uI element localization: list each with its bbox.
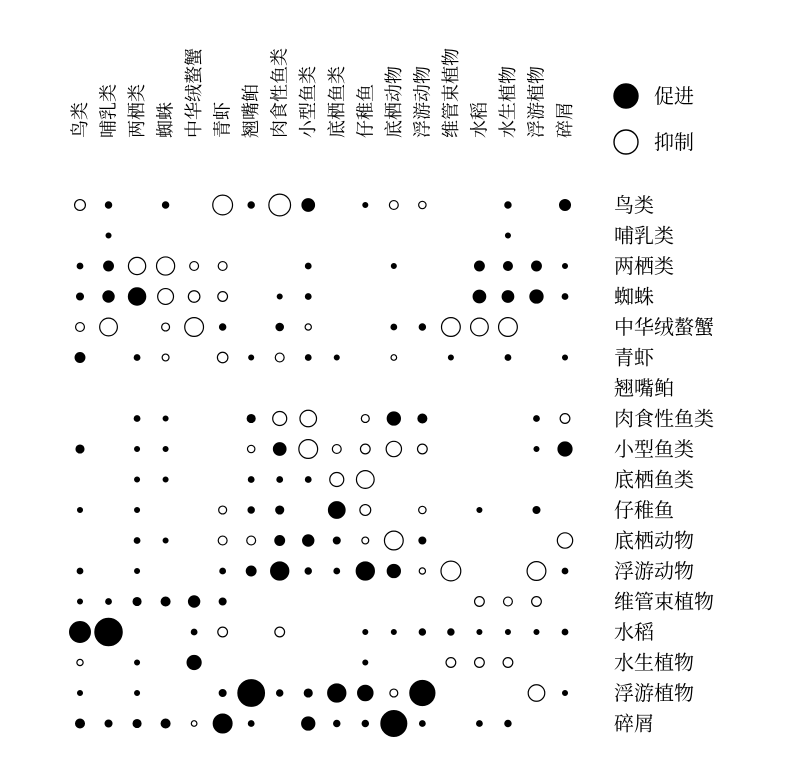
inhibit-bubble	[528, 685, 545, 702]
inhibit-bubble	[330, 473, 344, 487]
promote-bubble	[134, 416, 140, 422]
promote-bubble	[189, 596, 200, 607]
inhibit-bubble	[418, 444, 428, 454]
promote-bubble	[534, 447, 539, 452]
inhibit-bubble	[275, 353, 284, 362]
promote-bubble	[76, 719, 85, 728]
inhibit-bubble	[219, 506, 227, 514]
row-label: 青虾	[614, 345, 654, 370]
promote-bubble	[381, 711, 407, 737]
row-label: 底栖动物	[614, 528, 694, 553]
inhibit-bubble	[305, 324, 311, 330]
inhibit-bubble	[389, 201, 398, 210]
promote-bubble	[77, 293, 84, 300]
inhibit-bubble	[475, 658, 485, 668]
inhibit-bubble	[360, 444, 370, 454]
inhibit-bubble	[218, 536, 227, 545]
promote-bubble	[562, 568, 568, 574]
inhibit-bubble	[76, 323, 85, 332]
inhibit-bubble	[77, 659, 83, 665]
inhibit-bubble	[300, 410, 317, 427]
promote-bubble	[128, 288, 145, 305]
promote-bubble	[75, 353, 85, 363]
promote-bubble	[305, 355, 311, 361]
promote-bubble	[504, 262, 513, 271]
promote-bubble	[391, 324, 397, 330]
promote-bubble	[410, 680, 435, 705]
inhibit-bubble	[356, 471, 374, 489]
inhibit-bubble	[218, 262, 227, 271]
row-label: 浮游植物	[614, 681, 694, 705]
promote-bubble	[135, 477, 140, 482]
inhibit-bubble	[75, 200, 86, 211]
row-label: 两栖类	[614, 254, 674, 278]
promote-bubble	[104, 261, 114, 271]
promote-bubble	[334, 568, 340, 574]
promote-bubble	[191, 629, 197, 635]
inhibit-bubble	[390, 689, 398, 697]
inhibit-bubble	[185, 318, 204, 337]
promote-bubble	[560, 200, 571, 211]
promote-bubble	[106, 599, 112, 605]
inhibit-bubble	[273, 412, 287, 426]
inhibit-bubble	[217, 352, 227, 362]
promote-bubble	[534, 630, 539, 635]
column-label: 两栖类	[127, 84, 149, 138]
row-label: 维管束植物	[614, 589, 714, 614]
promote-bubble	[105, 720, 112, 727]
promote-bubble	[391, 630, 396, 635]
promote-bubble	[448, 629, 454, 635]
inhibit-bubble	[275, 627, 285, 637]
row-label: 翘嘴鲌	[614, 376, 674, 400]
inhibit-bubble	[213, 195, 233, 215]
promote-bubble	[334, 355, 339, 360]
inhibit-bubble	[299, 440, 318, 459]
row-label: 浮游动物	[614, 559, 694, 583]
promote-bubble	[275, 536, 285, 546]
promote-bubble	[477, 630, 482, 635]
promote-bubble	[391, 264, 396, 269]
promote-bubble	[78, 691, 83, 696]
promote-bubble	[419, 537, 426, 544]
promote-bubble	[134, 538, 140, 544]
column-label: 青虾	[212, 102, 234, 138]
promote-bubble	[135, 660, 140, 665]
column-label: 浮游植物	[526, 66, 548, 138]
row-label: 小型鱼类	[614, 437, 694, 461]
promote-bubble	[363, 630, 368, 635]
inhibit-bubble	[188, 291, 200, 303]
inhibit-bubble	[162, 354, 169, 361]
inhibit-bubble	[269, 194, 291, 216]
inhibit-bubble	[391, 355, 397, 361]
promote-bubble	[78, 508, 83, 513]
promote-bubble	[304, 689, 312, 697]
promote-bubble	[563, 264, 568, 269]
inhibit-bubble	[218, 292, 228, 302]
row-labels	[614, 193, 714, 736]
promote-bubble	[273, 443, 286, 456]
inhibit-bubble	[419, 201, 426, 208]
inhibit-bubble	[360, 505, 371, 516]
promote-bubble	[532, 261, 542, 271]
inhibit-bubble	[362, 537, 369, 544]
promote-bubble	[248, 477, 254, 483]
promote-bubble	[533, 507, 540, 514]
inhibit-bubble	[503, 658, 513, 668]
promote-bubble	[362, 720, 368, 726]
inhibit-bubble	[361, 415, 369, 423]
inhibit-bubble	[158, 289, 174, 305]
promote-bubble	[133, 720, 141, 728]
column-label: 底栖鱼类	[326, 66, 348, 138]
inhibit-bubble	[446, 658, 456, 668]
promote-bubble	[387, 564, 400, 577]
inhibit-bubble	[441, 561, 461, 581]
promote-bubble	[163, 447, 168, 452]
promote-bubble	[161, 597, 170, 606]
promote-bubble	[334, 720, 340, 726]
promote-bubble	[305, 263, 311, 269]
inhibit-bubble	[560, 414, 570, 424]
row-label: 哺乳类	[614, 223, 674, 248]
row-label: 碎屑	[614, 711, 654, 736]
promote-bubble	[505, 355, 511, 361]
promote-bubble	[220, 324, 226, 330]
promote-bubble	[276, 323, 283, 330]
promote-bubble	[161, 719, 170, 728]
promote-bubble	[419, 324, 425, 330]
promote-bubble	[103, 291, 114, 302]
legend-label: 促进	[654, 84, 694, 108]
promote-bubble	[248, 507, 254, 513]
legend-label: 抑制	[654, 130, 694, 154]
inhibit-bubble	[557, 533, 572, 548]
promote-bubble	[271, 562, 289, 580]
row-label: 鸟类	[614, 193, 654, 217]
inhibit-bubble	[191, 721, 197, 727]
promote-bubble	[135, 691, 140, 696]
inhibit-bubble	[471, 318, 489, 336]
row-label: 蜘蛛	[614, 284, 654, 309]
promote-bubble	[419, 629, 425, 635]
promote-bubble	[134, 355, 140, 361]
inhibit-bubble	[532, 597, 542, 607]
promote-bubble	[247, 415, 255, 423]
promote-bubble	[248, 202, 254, 208]
legend-promote-marker	[614, 84, 638, 108]
column-label: 中华绒螯蟹	[184, 48, 206, 138]
promote-bubble	[135, 508, 140, 513]
promote-bubble	[303, 535, 314, 546]
column-label: 底栖动物	[383, 66, 405, 138]
row-label: 水生植物	[614, 650, 694, 675]
promote-bubble	[106, 233, 111, 238]
inhibit-bubble	[419, 568, 425, 574]
row-label: 肉食性鱼类	[614, 406, 714, 431]
bubble-marks	[70, 194, 573, 736]
promote-bubble	[506, 630, 511, 635]
promote-bubble	[238, 680, 265, 707]
promote-bubble	[530, 290, 543, 303]
inhibit-bubble	[218, 627, 228, 637]
promote-bubble	[420, 721, 426, 727]
promote-bubble	[328, 684, 346, 702]
inhibit-bubble	[157, 257, 175, 275]
promote-bubble	[505, 202, 511, 208]
promote-bubble	[277, 690, 283, 696]
promote-bubble	[562, 294, 568, 300]
promote-bubble	[277, 294, 282, 299]
column-label: 仔稚鱼	[355, 84, 377, 138]
promote-bubble	[248, 721, 254, 727]
promote-bubble	[163, 477, 168, 482]
promote-bubble	[387, 412, 400, 425]
promote-bubble	[305, 477, 311, 483]
column-label: 浮游动物	[412, 66, 434, 138]
promote-bubble	[135, 569, 140, 574]
promote-bubble	[473, 290, 486, 303]
promote-bubble	[333, 537, 340, 544]
legend-inhibit-marker	[614, 130, 638, 154]
promote-bubble	[163, 416, 168, 421]
promote-bubble	[77, 263, 83, 269]
promote-bubble	[187, 656, 201, 670]
promote-bubble	[95, 618, 122, 645]
promote-bubble	[563, 691, 568, 696]
promote-bubble	[534, 416, 540, 422]
promote-bubble	[418, 414, 427, 423]
promote-bubble	[163, 538, 168, 543]
promote-bubble	[305, 294, 311, 300]
inhibit-bubble	[386, 441, 401, 456]
promote-bubble	[563, 355, 568, 360]
promote-bubble	[477, 508, 482, 513]
promote-bubble	[356, 562, 374, 580]
row-label: 水稻	[614, 620, 654, 644]
promote-bubble	[162, 202, 168, 208]
promote-bubble	[220, 568, 226, 574]
promote-bubble	[477, 721, 483, 727]
column-label: 水稻	[469, 102, 491, 138]
inhibit-bubble	[247, 536, 256, 545]
inhibit-bubble	[128, 257, 145, 274]
promote-bubble	[562, 629, 568, 635]
column-labels	[70, 48, 576, 138]
inhibit-bubble	[332, 445, 341, 454]
promote-bubble	[448, 355, 453, 360]
column-label: 蜘蛛	[155, 102, 177, 138]
promote-bubble	[70, 622, 91, 643]
inhibit-bubble	[162, 323, 170, 331]
column-label: 小型鱼类	[298, 66, 320, 138]
promote-bubble	[502, 291, 514, 303]
column-label: 维管束植物	[440, 48, 462, 138]
promote-bubble	[363, 660, 368, 665]
promote-bubble	[219, 690, 226, 697]
inhibit-bubble	[441, 318, 460, 337]
legend	[614, 84, 694, 154]
row-label: 底栖鱼类	[614, 467, 694, 492]
promote-bubble	[105, 202, 111, 208]
column-label: 翘嘴鲌	[241, 84, 263, 138]
inhibit-bubble	[475, 597, 485, 607]
promote-bubble	[78, 599, 83, 604]
promote-bubble	[135, 447, 140, 452]
inhibit-bubble	[190, 262, 199, 271]
promote-bubble	[249, 355, 254, 360]
promote-bubble	[305, 568, 311, 574]
promote-bubble	[246, 566, 256, 576]
inhibit-bubble	[504, 597, 513, 606]
promote-bubble	[76, 445, 84, 453]
inhibit-bubble	[499, 318, 518, 337]
inhibit-bubble	[419, 506, 426, 513]
promote-bubble	[505, 720, 511, 726]
promote-bubble	[276, 506, 284, 514]
promote-bubble	[302, 717, 315, 730]
column-label: 水生植物	[497, 66, 519, 138]
promote-bubble	[302, 199, 315, 212]
column-label: 哺乳类	[98, 84, 120, 138]
promote-bubble	[328, 502, 345, 519]
promote-bubble	[77, 568, 83, 574]
promote-bubble	[358, 685, 373, 700]
promote-bubble	[558, 442, 572, 456]
column-label: 肉食性鱼类	[269, 48, 291, 138]
column-label: 鸟类	[70, 102, 91, 138]
row-label: 中华绒螯蟹	[614, 315, 714, 339]
promote-bubble	[277, 477, 283, 483]
inhibit-bubble	[100, 318, 118, 336]
inhibit-bubble	[384, 531, 403, 550]
inhibit-bubble	[247, 445, 254, 452]
promote-bubble	[219, 598, 226, 605]
promote-bubble	[213, 714, 232, 733]
column-label: 碎屑	[555, 102, 577, 138]
promote-bubble	[475, 261, 485, 271]
promote-bubble	[133, 598, 141, 606]
promote-bubble	[363, 203, 368, 208]
inhibit-bubble	[527, 562, 546, 581]
row-label: 仔稚鱼	[614, 498, 674, 522]
promote-bubble	[506, 233, 511, 238]
